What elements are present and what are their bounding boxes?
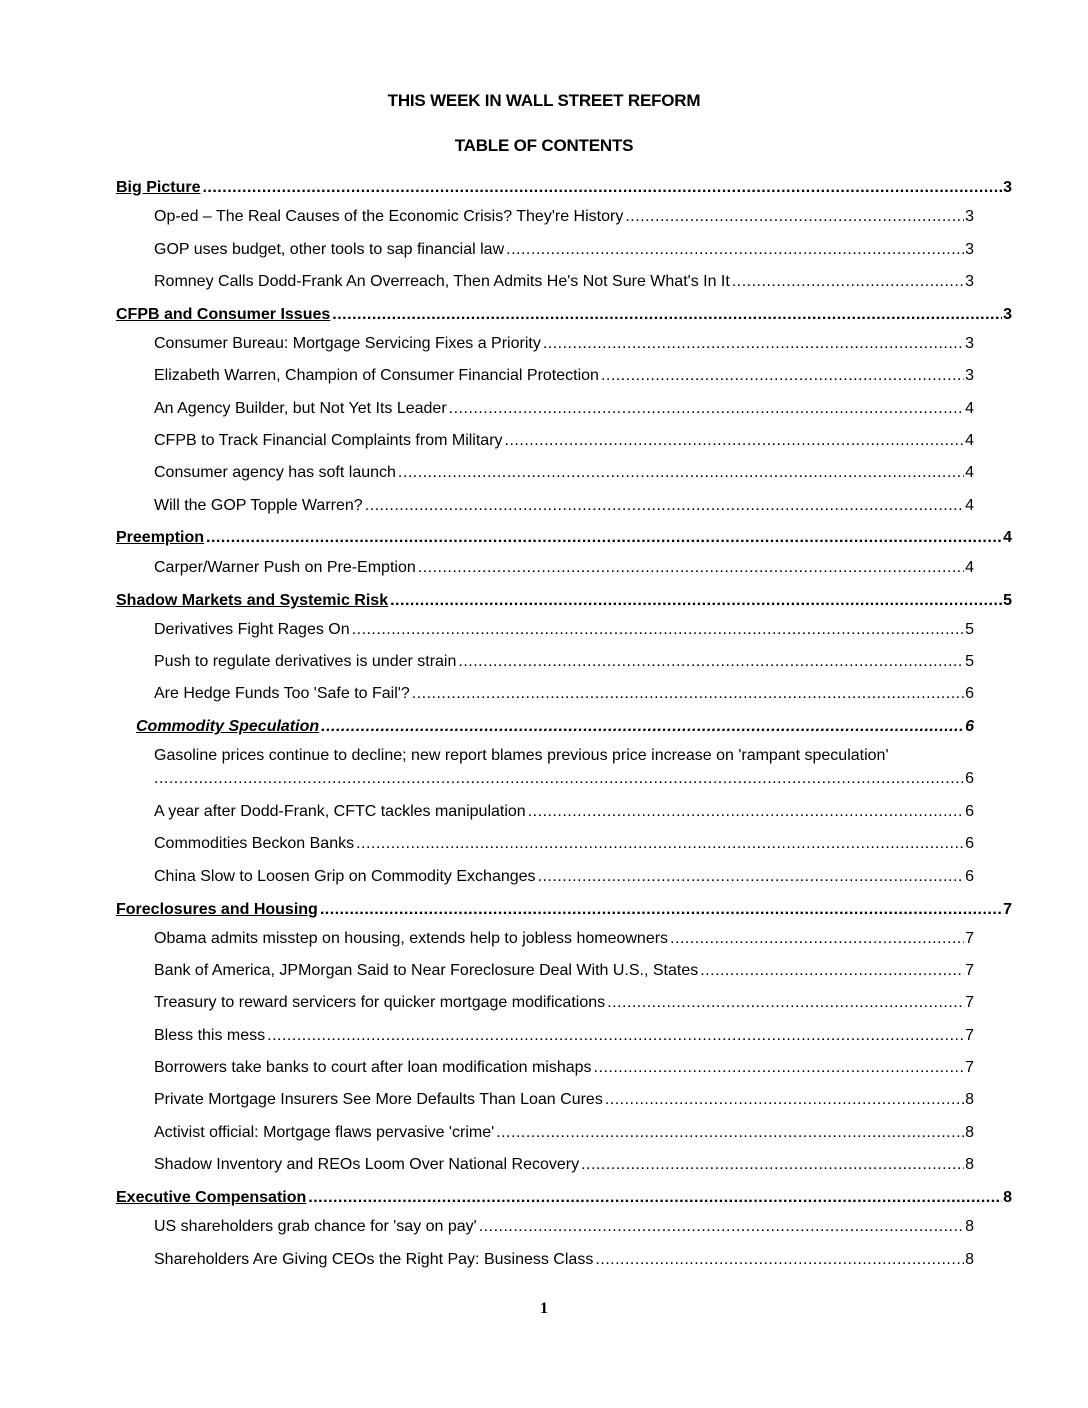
toc-page-number: 7	[965, 1059, 974, 1076]
toc-entry-text: US shareholders grab chance for 'say on pay'	[154, 1218, 477, 1235]
toc-entry-text: Preemption	[116, 529, 205, 546]
toc-subsection-heading[interactable]	[136, 717, 974, 737]
toc-page-number: 8	[965, 1124, 974, 1141]
toc-entry[interactable]	[154, 620, 974, 640]
toc-entry-text: Activist official: Mortgage flaws pervasive 'crime'	[154, 1124, 495, 1141]
toc-page-number: 7	[965, 1027, 974, 1044]
toc-entry-text: Foreclosures and Housing	[116, 901, 318, 918]
toc-page-number: 6	[965, 770, 974, 787]
toc-page-number: 4	[1003, 529, 1012, 546]
toc-page-number: 4	[965, 464, 974, 481]
toc-entry[interactable]	[154, 1058, 974, 1078]
dot-leader	[390, 591, 1002, 611]
toc-page-number: 3	[1003, 179, 1012, 196]
toc-section-heading[interactable]	[116, 305, 1012, 325]
dot-leader	[418, 558, 964, 578]
dot-leader	[543, 334, 964, 354]
toc-page-number: 6	[965, 868, 974, 885]
dot-leader	[732, 272, 964, 292]
toc-page-number: 6	[965, 803, 974, 820]
dot-leader	[332, 305, 1002, 325]
toc-heading: TABLE OF CONTENTS	[454, 136, 634, 155]
toc-entry-text: A year after Dodd-Frank, CFTC tackles manipulation	[154, 803, 526, 820]
dot-leader	[458, 652, 964, 672]
toc-page-number: 6	[965, 835, 974, 852]
toc-entry[interactable]	[154, 834, 974, 854]
toc-entry-text: Obama admits misstep on housing, extends help to jobless homeowners	[154, 930, 669, 947]
toc-entry-text: Big Picture	[116, 179, 201, 196]
toc-entry[interactable]	[154, 684, 974, 704]
toc-entry-text: Consumer Bureau: Mortgage Servicing Fixes a Priority	[154, 335, 541, 352]
toc-entry[interactable]	[154, 1155, 974, 1175]
toc-page-number: 3	[965, 335, 974, 352]
toc-entry[interactable]	[154, 431, 974, 451]
toc-entry-text: Push to regulate derivatives is under strain	[154, 653, 457, 670]
toc-entry-text: Romney Calls Dodd-Frank An Overreach, Then Admits He's Not Sure What's In It	[154, 273, 730, 290]
toc-entry-text: Borrowers take banks to court after loan modification mishaps	[154, 1059, 592, 1076]
toc-entry-text: Treasury to reward servicers for quicker mortgage modifications	[154, 994, 606, 1011]
toc-entry[interactable]	[154, 1217, 974, 1237]
toc-entry[interactable]	[154, 1250, 974, 1270]
toc-entry[interactable]	[154, 207, 974, 227]
toc-entry-text: Shadow Markets and Systemic Risk	[116, 592, 389, 609]
toc-entry-text: GOP uses budget, other tools to sap financial law	[154, 241, 505, 258]
toc-entry-text: Shareholders Are Giving CEOs the Right Pay: Business Class	[154, 1251, 594, 1268]
dot-leader	[538, 867, 965, 887]
dot-leader	[506, 240, 964, 260]
toc-entry-text: Bank of America, JPMorgan Said to Near Foreclosure Deal With U.S., States	[154, 962, 699, 979]
toc-entry[interactable]	[154, 334, 974, 354]
dot-leader	[479, 1217, 964, 1237]
dot-leader	[356, 834, 964, 854]
toc-page-number: 4	[965, 559, 974, 576]
dot-leader	[449, 399, 964, 419]
document-title: THIS WEEK IN WALL STREET REFORM	[387, 91, 701, 110]
toc-page-number: 3	[965, 208, 974, 225]
toc-entry[interactable]	[154, 1090, 974, 1110]
toc-entry[interactable]	[154, 1026, 974, 1046]
toc-entry[interactable]	[154, 867, 974, 887]
toc-entry[interactable]	[154, 240, 974, 260]
dot-leader	[308, 1188, 1002, 1208]
dot-leader	[605, 1090, 964, 1110]
toc-entry-text: Commodity Speculation	[136, 718, 320, 735]
toc-entry-text: Elizabeth Warren, Champion of Consumer Financial Protection	[154, 367, 599, 384]
toc-page-number: 5	[965, 653, 974, 670]
dot-leader	[594, 1058, 965, 1078]
page-number: 1	[540, 1300, 548, 1317]
toc-page-number: 7	[965, 994, 974, 1011]
toc-entry[interactable]	[154, 496, 974, 516]
toc-page-number: 8	[965, 1218, 974, 1235]
dot-leader	[700, 961, 964, 981]
toc-entry-text: Carper/Warner Push on Pre-Emption	[154, 559, 416, 576]
toc-entry-text: Commodities Beckon Banks	[154, 835, 355, 852]
toc-page-number: 4	[965, 400, 974, 417]
dot-leader	[154, 769, 964, 789]
toc-entry-text: CFPB to Track Financial Complaints from Military	[154, 432, 503, 449]
dot-leader	[206, 528, 1002, 548]
toc-entry-text: Shadow Inventory and REOs Loom Over National Recovery	[154, 1156, 580, 1173]
toc-entry-text: Bless this mess	[154, 1027, 266, 1044]
toc-section-heading[interactable]	[116, 1188, 1012, 1208]
toc-section-heading[interactable]	[116, 900, 1012, 920]
dot-leader	[398, 463, 964, 483]
toc-entry[interactable]	[154, 463, 974, 483]
toc-page-number: 3	[965, 241, 974, 258]
toc-entry-text: Consumer agency has soft launch	[154, 464, 396, 481]
toc-entry-continuation[interactable]	[154, 769, 974, 789]
toc-entry[interactable]	[154, 993, 974, 1013]
toc-page-number: 8	[965, 1251, 974, 1268]
toc-page-number: 6	[965, 685, 974, 702]
toc-page-number: 7	[1003, 901, 1012, 918]
toc-page-number: 8	[965, 1091, 974, 1108]
toc-entry[interactable]	[154, 652, 974, 672]
toc-entry-text: Are Hedge Funds Too 'Safe to Fail'?	[154, 685, 410, 702]
dot-leader	[267, 1026, 964, 1046]
toc-page-number: 5	[965, 621, 974, 638]
dot-leader	[607, 993, 964, 1013]
toc-entry[interactable]	[154, 929, 974, 949]
dot-leader	[670, 929, 964, 949]
dot-leader	[595, 1250, 964, 1270]
toc-entry[interactable]	[154, 366, 974, 386]
dot-leader	[496, 1123, 964, 1143]
toc-entry[interactable]	[154, 1123, 974, 1143]
toc-page-number: 6	[965, 718, 974, 735]
toc-entry-text: An Agency Builder, but Not Yet Its Leader	[154, 400, 447, 417]
dot-leader	[321, 717, 964, 737]
toc-page-number: 3	[965, 273, 974, 290]
dot-leader	[601, 366, 964, 386]
toc-page-number: 7	[965, 962, 974, 979]
toc-entry-text: CFPB and Consumer Issues	[116, 306, 331, 323]
toc-page-number: 3	[965, 367, 974, 384]
dot-leader	[352, 620, 964, 640]
toc-entry[interactable]	[154, 272, 974, 292]
toc-entry-text: Private Mortgage Insurers See More Defaults Than Loan Cures	[154, 1091, 603, 1108]
toc-page-number: 5	[1003, 592, 1012, 609]
toc-entry-text: Will the GOP Topple Warren?	[154, 497, 363, 514]
toc-entry-text: China Slow to Loosen Grip on Commodity Exchanges	[154, 868, 536, 885]
toc-entry[interactable]	[154, 802, 974, 822]
toc-page-number: 8	[1003, 1189, 1012, 1206]
toc-section-heading[interactable]	[116, 178, 1012, 198]
toc-page-number: 4	[965, 432, 974, 449]
dot-leader	[505, 431, 965, 451]
toc-section-heading[interactable]	[116, 528, 1012, 548]
toc-entry-text: Op-ed – The Real Causes of the Economic Crisis? They're History	[154, 208, 624, 225]
toc-section-heading[interactable]	[116, 591, 1012, 611]
toc-page-number: 8	[965, 1156, 974, 1173]
toc-entry-text: Executive Compensation	[116, 1189, 307, 1206]
toc-entry-text: Derivatives Fight Rages On	[154, 621, 350, 638]
toc-page-number: 3	[1003, 306, 1012, 323]
dot-leader	[581, 1155, 964, 1175]
toc-page-number: 7	[965, 930, 974, 947]
toc-entry[interactable]	[154, 961, 974, 981]
dot-leader	[202, 178, 1002, 198]
toc-entry[interactable]	[154, 399, 974, 419]
dot-leader	[625, 207, 964, 227]
dot-leader	[528, 802, 964, 822]
toc-page-number: 4	[965, 497, 974, 514]
toc-entry-text[interactable]: Gasoline prices continue to decline; new report blames previous price increase on 'rampant speculation'	[154, 747, 889, 764]
dot-leader	[412, 684, 964, 704]
toc-entry[interactable]	[154, 558, 974, 578]
dot-leader	[365, 496, 964, 516]
dot-leader	[320, 900, 1002, 920]
